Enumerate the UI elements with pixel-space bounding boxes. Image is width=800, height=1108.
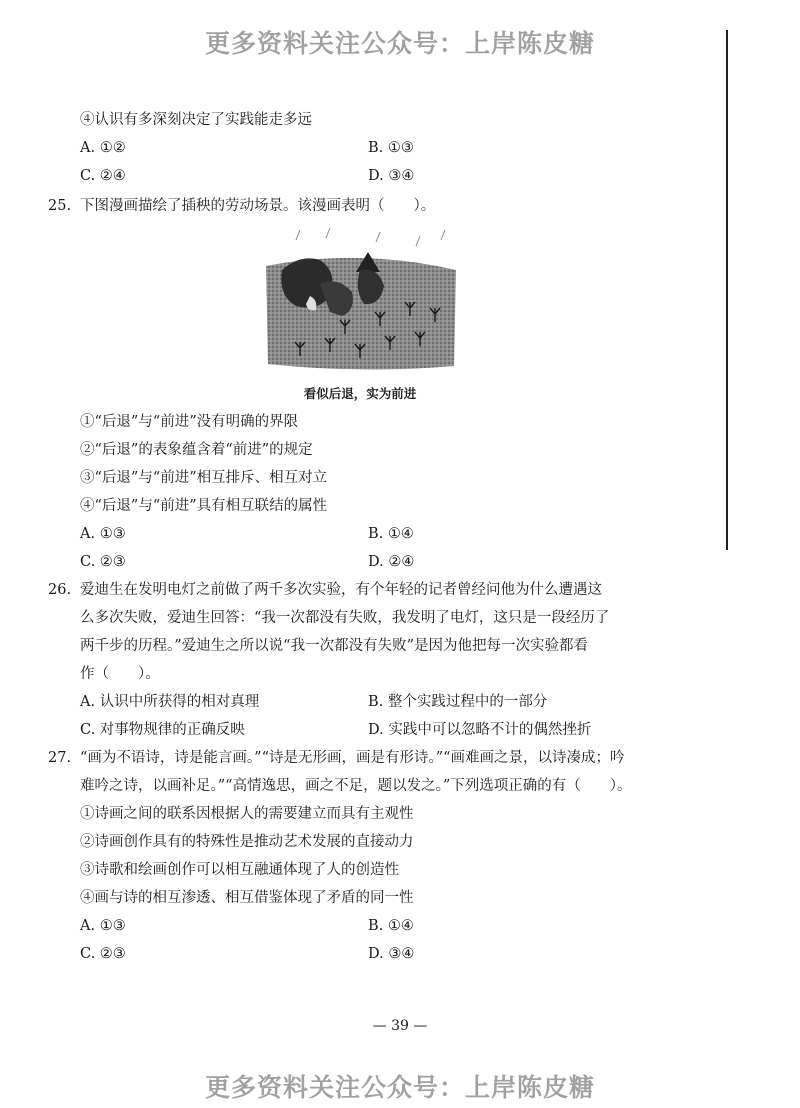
q26-stem-line-2: 么多次失败，爱迪生回答：“我一次都没有失败，我发明了电灯，这只是一段经历了 xyxy=(80,610,610,626)
q26-number: 26. xyxy=(48,582,72,598)
q27-statement-2: ②诗画创作具有的特殊性是推动艺术发展的直接动力 xyxy=(80,834,414,850)
q26-option-c: C. 对事物规律的正确反映 xyxy=(80,722,245,738)
q24-statement-4: ④认识有多深刻决定了实践能走多远 xyxy=(80,112,312,128)
q25-option-c: C. ②③ xyxy=(80,554,126,570)
q26-option-a: A. 认识中所获得的相对真理 xyxy=(80,694,260,710)
q27-option-a: A. ①③ xyxy=(80,918,126,934)
q27-statement-1: ①诗画之间的联系因根据人的需要建立而具有主观性 xyxy=(80,806,414,822)
q27-stem-line-1: “画为不语诗，诗是能言画。”“诗是无形画，画是有形诗。”“画难画之景，以诗凑成；吟 xyxy=(80,750,625,766)
cartoon-caption: 看似后退，实为前进 xyxy=(303,386,417,401)
q27-statement-3: ③诗歌和绘画创作可以相互融通体现了人的创造性 xyxy=(80,862,399,878)
q25-statement-4: ④“后退”与“前进”具有相互联结的属性 xyxy=(80,498,328,514)
q25-stem: 下图漫画描绘了插秧的劳动场景。该漫画表明（ ）。 xyxy=(80,198,436,214)
q27-option-b: B. ①④ xyxy=(368,918,414,934)
q25-number: 25. xyxy=(48,198,72,214)
q26-option-b: B. 整个实践过程中的一部分 xyxy=(368,694,548,710)
q26-stem-line-1: 爱迪生在发明电灯之前做了两千多次实验，有个年轻的记者曾经问他为什么遭遇这 xyxy=(80,582,602,598)
q27-stem-line-2: 难吟之诗，以画补足。”“高情逸思，画之不足，题以发之。”下列选项正确的有（ ）。 xyxy=(80,778,632,794)
q24-option-a: A. ①② xyxy=(80,140,126,156)
q27-option-c: C. ②③ xyxy=(80,946,126,962)
watermark-top: 更多资料关注公众号：上岸陈皮糖 xyxy=(204,29,595,58)
q24-option-d: D. ③④ xyxy=(368,168,415,184)
q27-option-d: D. ③④ xyxy=(368,946,415,962)
rice-planting-cartoon xyxy=(260,226,460,374)
q25-option-d: D. ②④ xyxy=(368,554,415,570)
q25-option-a: A. ①③ xyxy=(80,526,126,542)
q24-option-b: B. ①③ xyxy=(368,140,414,156)
q27-statement-4: ④画与诗的相互渗透、相互借鉴体现了矛盾的同一性 xyxy=(80,890,414,906)
q26-stem-line-4: 作（ ）。 xyxy=(80,666,160,682)
q26-stem-line-3: 两千步的历程。”爱迪生之所以说“我一次都没有失败”是因为他把每一次实验都看 xyxy=(80,638,588,654)
q24-option-c: C. ②④ xyxy=(80,168,126,184)
q26-option-d: D. 实践中可以忽略不计的偶然挫折 xyxy=(368,722,592,738)
scan-edge-line xyxy=(726,30,728,550)
q25-statement-1: ①“后退”与“前进”没有明确的界限 xyxy=(80,414,299,430)
page-number: — 39 — xyxy=(372,1018,428,1034)
q27-number: 27. xyxy=(48,750,72,766)
q25-option-b: B. ①④ xyxy=(368,526,414,542)
q25-statement-2: ②“后退”的表象蕴含着“前进”的规定 xyxy=(80,442,313,458)
watermark-bottom: 更多资料关注公众号：上岸陈皮糖 xyxy=(204,1073,595,1102)
q25-statement-3: ③“后退”与“前进”相互排斥、相互对立 xyxy=(80,470,328,486)
